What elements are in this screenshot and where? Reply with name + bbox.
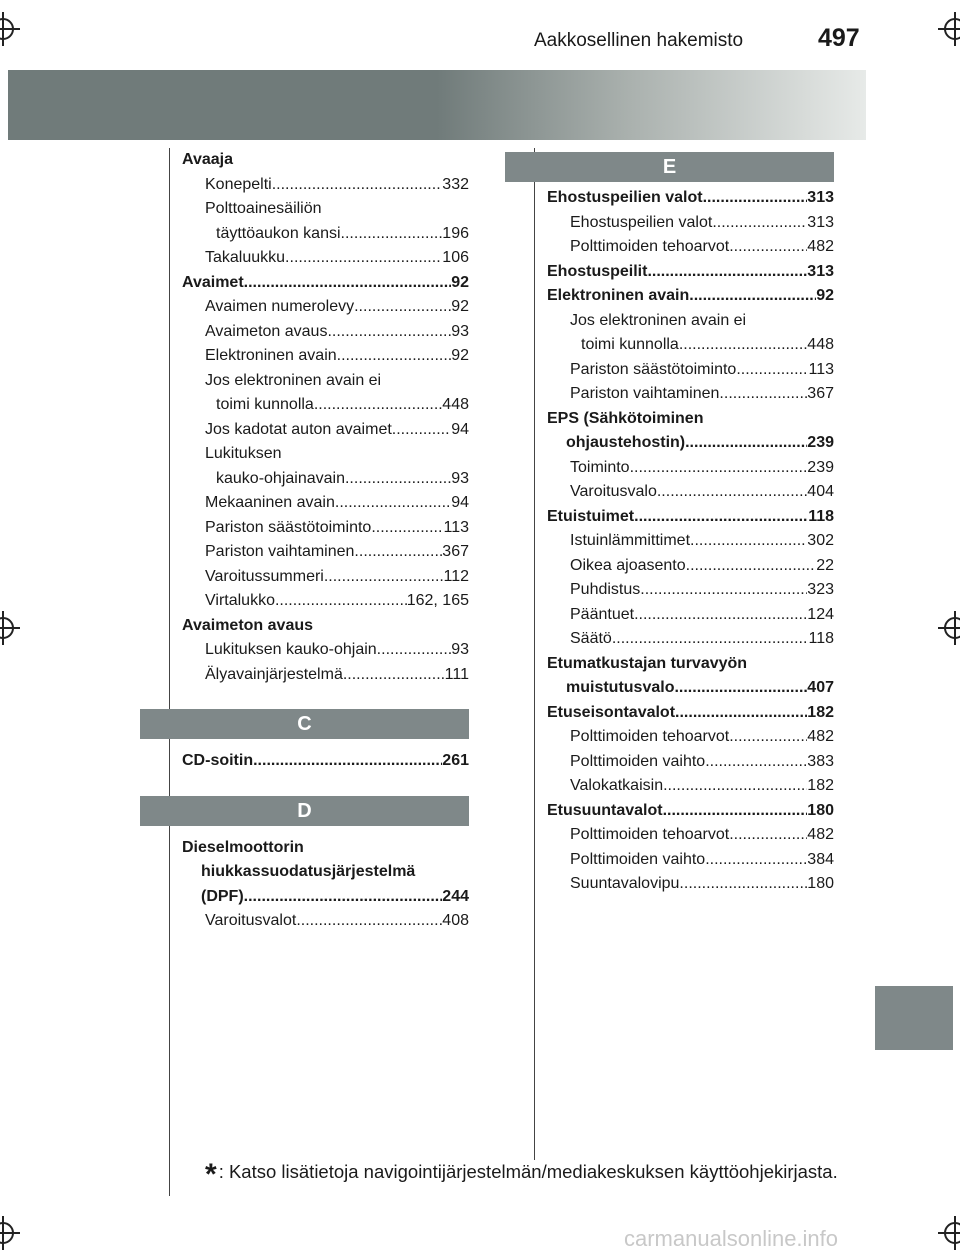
dot-leader [314, 393, 442, 418]
index-term: CD-soitin [182, 752, 254, 769]
index-entry [182, 885, 469, 910]
index-term: Avaaja [182, 151, 233, 168]
index-entry [547, 627, 834, 652]
index-term: Varoitusvalo [570, 483, 657, 500]
index-entry [547, 235, 834, 260]
dot-leader [719, 382, 807, 407]
index-entry [547, 260, 834, 285]
index-term: Ehostuspeilit [547, 262, 648, 280]
index-entry [182, 369, 469, 394]
footnote-marker: * [205, 1158, 217, 1191]
page-reference: 408 [442, 912, 469, 929]
dot-leader [253, 749, 442, 774]
index-term: toimi kunnolla [216, 396, 314, 413]
dot-leader [663, 774, 807, 799]
index-term: Säätö [570, 630, 612, 647]
page-reference: 22 [816, 556, 834, 574]
index-entry [182, 467, 469, 492]
index-term: Etuseisontavalot [547, 703, 676, 721]
index-entry [547, 774, 834, 799]
index-entry [547, 505, 834, 530]
section-header-d: D [140, 796, 469, 826]
dot-leader [657, 480, 807, 505]
page-reference: 332 [442, 175, 469, 193]
index-entry [547, 676, 834, 701]
index-term: Älyavainjärjestelmä [205, 665, 343, 683]
section-header-wrap [182, 707, 469, 749]
page-reference: 93 [451, 641, 469, 658]
page-reference: 313 [807, 262, 834, 280]
index-term: muistutusvalo [566, 679, 675, 696]
index-entry [547, 750, 834, 775]
index-term: Etumatkustajan turvavyön [547, 654, 748, 672]
registration-mark-icon [0, 1222, 14, 1244]
index-term: Pariston säästötoiminto [205, 518, 372, 536]
page-reference: 313 [807, 189, 834, 206]
index-entry [182, 173, 469, 198]
page-reference: 92 [451, 347, 469, 364]
index-term: Avaimet [182, 273, 244, 291]
section-header-c: C [140, 709, 469, 739]
index-term: kauko-ohjainavain [216, 469, 345, 487]
page-reference: 482 [807, 728, 834, 745]
page-reference: 180 [807, 875, 834, 892]
index-term: Dieselmoottorin [182, 838, 304, 856]
index-term: Ehostuspeilien valot [570, 213, 713, 231]
index-entry [547, 799, 834, 824]
index-term: Mekaaninen avain [205, 494, 335, 511]
page-reference: 113 [443, 518, 469, 536]
dot-leader [244, 271, 452, 296]
column-divider-rule [534, 148, 535, 1160]
section-gap [182, 687, 469, 707]
dot-leader [354, 295, 451, 320]
page-reference: 180 [807, 801, 834, 819]
page-reference: 407 [807, 679, 834, 696]
dot-leader [272, 173, 443, 198]
registration-mark-icon [944, 1222, 960, 1244]
index-entry [182, 909, 469, 934]
index-column-left [182, 148, 469, 934]
dot-leader [729, 235, 807, 260]
page-reference: 383 [807, 752, 834, 770]
page-reference: 404 [807, 483, 834, 500]
dot-leader [703, 186, 808, 211]
page-reference: 94 [451, 494, 469, 511]
page-reference: 92 [451, 298, 469, 315]
index-term: Pääntuet [570, 605, 635, 623]
dot-leader [377, 638, 452, 663]
index-entry [547, 186, 834, 211]
page-reference: 448 [807, 336, 834, 353]
index-entry [182, 614, 469, 639]
header-banner [8, 70, 866, 140]
index-term: Puhdistus [570, 581, 641, 598]
page-reference: 162, 165 [406, 592, 469, 609]
dot-leader [690, 529, 807, 554]
index-term: Polttimoiden tehoarvot [570, 728, 730, 745]
index-term: Istuinlämmittimet [570, 532, 691, 549]
index-entry [182, 442, 469, 467]
dot-leader [640, 578, 807, 603]
index-term: Toiminto [570, 458, 630, 476]
dot-leader [663, 799, 808, 824]
section-header-wrap [182, 794, 469, 836]
page-reference: 196 [442, 224, 469, 242]
index-term: Lukituksen [205, 445, 282, 462]
dot-leader [736, 358, 808, 383]
page-reference: 111 [444, 665, 469, 683]
left-margin-rule [169, 148, 170, 1196]
index-entry [182, 148, 469, 173]
index-term: Avaimeton avaus [182, 616, 314, 634]
dot-leader [705, 750, 807, 775]
page-reference: 118 [808, 630, 834, 647]
index-term: Jos kadotat auton avaimet [205, 420, 392, 438]
dot-leader [296, 909, 442, 934]
page-reference: 323 [807, 581, 834, 598]
page-reference: 239 [807, 434, 834, 451]
index-entry [547, 529, 834, 554]
index-entry [547, 480, 834, 505]
index-entry [547, 578, 834, 603]
registration-mark-icon [944, 18, 960, 40]
footnote [205, 1158, 838, 1192]
index-entry [547, 603, 834, 628]
index-entry [182, 589, 469, 614]
dot-leader [612, 627, 809, 652]
index-entry [182, 860, 469, 885]
dot-leader [689, 284, 816, 309]
dot-leader [343, 663, 445, 688]
index-entry [182, 663, 469, 688]
index-term: Varoitusvalot [205, 912, 297, 929]
dot-leader [705, 848, 807, 873]
page-reference: 367 [442, 543, 469, 560]
index-entry [182, 491, 469, 516]
index-entry [182, 295, 469, 320]
page-reference: 482 [807, 826, 834, 843]
page-number: 497 [818, 24, 860, 52]
dot-leader [337, 344, 452, 369]
index-term: (DPF) [201, 887, 244, 905]
index-term: Polttimoiden tehoarvot [570, 238, 730, 255]
dot-leader [634, 505, 808, 530]
section-gap [182, 774, 469, 794]
page-reference: 112 [443, 567, 469, 585]
index-term: Suuntavalovipu [570, 875, 680, 892]
index-entry [547, 554, 834, 579]
index-term: Pariston säästötoiminto [570, 360, 737, 378]
index-term: Virtalukko [205, 592, 275, 609]
page-reference: 244 [442, 887, 469, 905]
dot-leader [354, 540, 442, 565]
index-term: täyttöaukon kansi [216, 224, 341, 242]
index-entry [547, 284, 834, 309]
index-entry [182, 246, 469, 271]
page-reference: 482 [807, 238, 834, 255]
dot-leader [327, 320, 451, 345]
running-header-title: Aakkosellinen hakemisto [534, 30, 744, 51]
index-entry [547, 431, 834, 456]
index-entry [547, 872, 834, 897]
watermark: carmanualsonline.info [624, 1226, 839, 1251]
index-term: Takaluukku [205, 249, 286, 266]
chapter-thumb-tab [875, 986, 953, 1050]
page-reference: 239 [807, 458, 834, 476]
index-term: Ehostuspeilien valot [547, 189, 703, 206]
index-term: Polttimoiden vaihto [570, 850, 706, 868]
page-reference: 92 [451, 273, 469, 291]
index-entry [547, 848, 834, 873]
index-entry [182, 836, 469, 861]
page-reference: 182 [807, 703, 834, 721]
index-entry [547, 701, 834, 726]
index-term: Valokatkaisin [570, 777, 664, 794]
page-reference: 94 [451, 420, 469, 438]
index-entry [547, 823, 834, 848]
dot-leader [712, 211, 807, 236]
index-entry [547, 456, 834, 481]
page-reference: 118 [808, 507, 834, 525]
index-entry [182, 418, 469, 443]
index-term: Polttimoiden vaihto [570, 752, 706, 770]
index-entry [182, 516, 469, 541]
dot-leader [675, 701, 807, 726]
index-term: Elektroninen avain [205, 347, 337, 364]
index-term: Lukituksen kauko-ohjain [205, 641, 377, 658]
index-entry [182, 393, 469, 418]
index-term: Polttimoiden tehoarvot [570, 826, 730, 843]
index-term: Pariston vaihtaminen [570, 385, 720, 402]
index-term: Konepelti [205, 175, 272, 193]
dot-leader [674, 676, 807, 701]
index-entry [182, 271, 469, 296]
index-entry [182, 197, 469, 222]
page-reference: 106 [442, 249, 469, 266]
index-term: Elektroninen avain [547, 287, 690, 304]
index-term: EPS (Sähkötoiminen [547, 409, 704, 427]
registration-mark-icon [0, 18, 14, 40]
dot-leader [729, 823, 807, 848]
index-entry [547, 333, 834, 358]
index-term: Etusuuntavalot [547, 801, 663, 819]
page-reference: 384 [807, 850, 834, 868]
dot-leader [685, 431, 807, 456]
index-term: Jos elektroninen avain ei [205, 371, 382, 389]
dot-leader [371, 516, 443, 541]
page-reference: 182 [807, 777, 834, 794]
page-reference: 92 [816, 287, 834, 304]
index-entry [182, 222, 469, 247]
page-reference: 302 [807, 532, 834, 549]
dot-leader [244, 885, 443, 910]
dot-leader [341, 222, 443, 247]
dot-leader [647, 260, 807, 285]
dot-leader [634, 603, 807, 628]
dot-leader [679, 872, 807, 897]
section-header-e: E [505, 152, 834, 182]
dot-leader [679, 333, 807, 358]
dot-leader [630, 456, 808, 481]
dot-leader [729, 725, 807, 750]
index-entry [547, 725, 834, 750]
page-reference: 261 [442, 752, 469, 769]
index-entry [547, 407, 834, 432]
page-reference: 367 [807, 385, 834, 402]
index-term: Etuistuimet [547, 507, 635, 525]
dot-leader [275, 589, 407, 614]
index-term: Varoitussummeri [205, 567, 324, 585]
index-term: Pariston vaihtaminen [205, 543, 355, 560]
dot-leader [345, 467, 451, 492]
index-entry [547, 309, 834, 334]
index-entry [182, 565, 469, 590]
dot-leader [392, 418, 451, 443]
index-term: ohjaustehostin) [566, 434, 686, 451]
index-entry [182, 749, 469, 774]
registration-mark-icon [0, 617, 14, 639]
registration-mark-icon [944, 617, 960, 639]
index-entry [547, 358, 834, 383]
index-entry [547, 652, 834, 677]
page-reference: 124 [807, 605, 834, 623]
index-entry [182, 320, 469, 345]
index-term: Avaimeton avaus [205, 322, 328, 340]
page-reference: 313 [807, 213, 834, 231]
index-term: toimi kunnolla [581, 336, 679, 353]
dot-leader [285, 246, 442, 271]
index-entry [547, 211, 834, 236]
index-term: hiukkassuodatusjärjestelmä [201, 863, 416, 880]
index-entry [182, 540, 469, 565]
page-reference: 93 [451, 469, 469, 487]
page-reference: 113 [808, 360, 834, 378]
page-reference: 448 [442, 396, 469, 413]
index-term: Oikea ajoasento [570, 556, 686, 574]
index-entry [547, 382, 834, 407]
index-column-right [547, 186, 834, 897]
dot-leader [324, 565, 444, 590]
index-entry [182, 344, 469, 369]
dot-leader [686, 554, 817, 579]
dot-leader [335, 491, 451, 516]
footnote-text: : Katso lisätietoja navigointijärjestelmän/mediakeskuksen käyttöohjekirjasta. [218, 1161, 838, 1182]
index-entry [182, 638, 469, 663]
index-term: Avaimen numerolevy [205, 298, 355, 315]
index-term: Polttoainesäiliön [205, 200, 322, 217]
index-term: Jos elektroninen avain ei [570, 311, 747, 329]
page-reference: 93 [451, 322, 469, 340]
